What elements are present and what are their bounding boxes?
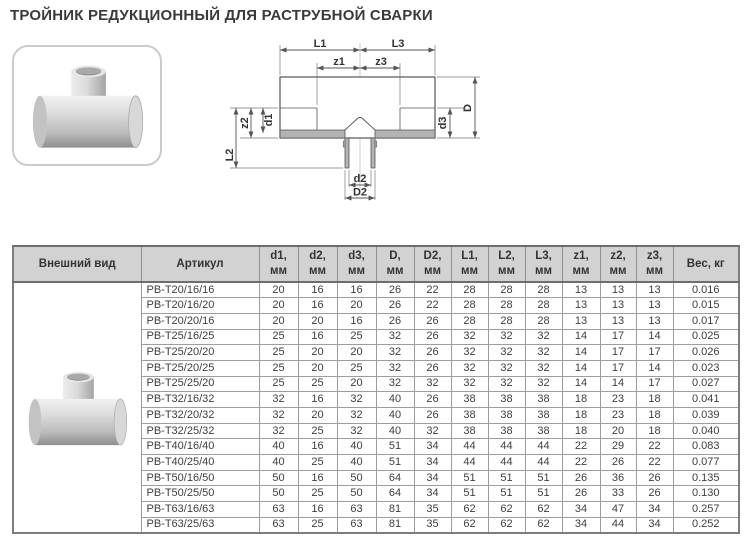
value-cell: 20 [298,313,337,329]
column-label: Вес, кг [686,257,725,270]
value-cell: 32 [488,376,525,392]
value-cell: 51 [376,439,414,455]
value-cell: 44 [525,455,562,471]
column-unit: мм [460,265,478,277]
value-cell: 13 [600,282,636,298]
value-cell: 38 [451,392,488,408]
value-cell: 50 [259,486,298,502]
value-cell: 13 [636,298,673,314]
table-header [13,246,739,282]
product-photo-3d-icon [21,362,133,454]
value-cell: 38 [525,423,562,439]
value-cell: 16 [298,329,337,345]
value-cell: 20 [600,423,636,439]
value-cell: 0.041 [673,392,739,408]
value-cell: 62 [525,502,562,518]
dim-label-z1: z1 [333,56,345,68]
value-cell: 0.257 [673,502,739,518]
value-cell: 50 [259,470,298,486]
value-cell: 0.039 [673,408,739,424]
value-cell: 32 [337,392,376,408]
value-cell: 33 [600,486,636,502]
value-cell: 17 [636,376,673,392]
value-cell: 26 [414,392,451,408]
value-cell: 14 [562,345,600,361]
value-cell: 32 [337,408,376,424]
value-cell: 26 [376,313,414,329]
value-cell: 16 [298,282,337,298]
value-cell: 26 [562,470,600,486]
column-label: z3, [646,250,663,263]
value-cell: 26 [414,408,451,424]
value-cell: 28 [451,298,488,314]
value-cell: 50 [337,470,376,486]
column-header [298,246,337,282]
column-unit: мм [609,265,627,277]
column-unit: мм [347,265,365,277]
value-cell: 34 [636,517,673,533]
dimensions-table [12,245,740,534]
value-cell: 17 [600,345,636,361]
value-cell: 32 [414,376,451,392]
value-cell: 62 [488,502,525,518]
value-cell: 0.027 [673,376,739,392]
value-cell: 40 [376,423,414,439]
value-cell: 38 [488,423,525,439]
column-unit: мм [572,265,590,277]
value-cell: 0.135 [673,470,739,486]
column-header [337,246,376,282]
value-cell: 20 [337,376,376,392]
value-cell: 32 [488,345,525,361]
article-cell: PB-T32/25/32 [141,423,259,439]
article-cell: PB-T20/16/16 [141,282,259,298]
value-cell: 22 [562,455,600,471]
value-cell: 32 [525,329,562,345]
dim-label-d1: d1 [263,113,275,127]
value-cell: 26 [562,486,600,502]
column-label: D, [389,250,401,263]
column-label: d1, [270,250,287,263]
article-cell: PB-T63/16/63 [141,502,259,518]
value-cell: 23 [600,392,636,408]
value-cell: 25 [259,360,298,376]
value-cell: 18 [562,423,600,439]
dim-label-D: D [462,104,474,112]
value-cell: 0.077 [673,455,739,471]
table-row [13,282,739,298]
value-cell: 28 [525,313,562,329]
value-cell: 22 [636,439,673,455]
value-cell: 23 [600,408,636,424]
value-cell: 81 [376,502,414,518]
value-cell: 40 [376,408,414,424]
article-cell: PB-T50/25/50 [141,486,259,502]
value-cell: 40 [337,455,376,471]
value-cell: 38 [525,392,562,408]
value-cell: 26 [636,470,673,486]
page-title: ТРОЙНИК РЕДУКЦИОННЫЙ ДЛЯ РАСТРУБНОЙ СВАРКИ [10,7,433,24]
value-cell: 20 [298,360,337,376]
column-label: Артикул [176,257,224,270]
value-cell: 62 [488,517,525,533]
value-cell: 14 [562,329,600,345]
value-cell: 14 [636,329,673,345]
value-cell: 34 [562,517,600,533]
value-cell: 28 [488,313,525,329]
value-cell: 26 [376,282,414,298]
column-label: Внешний вид [38,257,116,270]
article-cell: PB-T32/20/32 [141,408,259,424]
value-cell: 34 [414,439,451,455]
value-cell: 40 [259,439,298,455]
value-cell: 26 [414,313,451,329]
product-photo-3d-icon [24,55,150,157]
value-cell: 51 [451,470,488,486]
value-cell: 20 [259,282,298,298]
value-cell: 44 [525,439,562,455]
value-cell: 13 [562,282,600,298]
column-label: z2, [610,250,626,263]
value-cell: 0.083 [673,439,739,455]
value-cell: 13 [562,298,600,314]
value-cell: 20 [298,345,337,361]
article-cell: PB-T25/16/25 [141,329,259,345]
column-header [488,246,525,282]
value-cell: 20 [298,408,337,424]
column-label: D2, [423,250,442,263]
value-cell: 44 [451,455,488,471]
dim-label-d2: d2 [353,173,367,185]
column-label: d2, [309,250,326,263]
value-cell: 16 [337,313,376,329]
tee-dimension-diagram [222,35,486,240]
value-cell: 0.023 [673,360,739,376]
value-cell: 64 [376,486,414,502]
value-cell: 16 [298,470,337,486]
column-unit: мм [534,265,552,277]
column-unit: мм [269,265,287,277]
value-cell: 18 [562,408,600,424]
value-cell: 32 [488,360,525,376]
value-cell: 22 [414,298,451,314]
value-cell: 25 [298,517,337,533]
article-cell: PB-T40/16/40 [141,439,259,455]
value-cell: 50 [337,486,376,502]
value-cell: 44 [488,439,525,455]
column-header [600,246,636,282]
dim-label-L3: L3 [391,38,405,50]
value-cell: 16 [298,298,337,314]
article-cell: PB-T25/20/20 [141,345,259,361]
value-cell: 26 [414,329,451,345]
value-cell: 34 [414,470,451,486]
dim-label-D2: D2 [352,186,368,199]
value-cell: 34 [414,455,451,471]
value-cell: 63 [337,502,376,518]
value-cell: 29 [600,439,636,455]
column-header [414,246,451,282]
value-cell: 18 [636,423,673,439]
column-label: z1, [573,250,589,263]
value-cell: 32 [451,376,488,392]
column-header [525,246,562,282]
value-cell: 14 [562,376,600,392]
value-cell: 32 [525,360,562,376]
value-cell: 34 [562,502,600,518]
column-unit: мм [308,265,326,277]
value-cell: 20 [259,298,298,314]
value-cell: 0.130 [673,486,739,502]
value-cell: 38 [525,408,562,424]
column-unit: мм [497,265,515,277]
value-cell: 20 [337,345,376,361]
value-cell: 28 [451,313,488,329]
dim-label-d3: d3 [437,116,449,130]
product-photo-box [12,45,162,166]
article-cell: PB-T50/16/50 [141,470,259,486]
value-cell: 14 [600,376,636,392]
dim-label-L2: L2 [224,148,236,162]
value-cell: 63 [259,502,298,518]
value-cell: 17 [636,345,673,361]
value-cell: 25 [298,423,337,439]
value-cell: 34 [414,486,451,502]
value-cell: 17 [600,360,636,376]
value-cell: 25 [259,376,298,392]
value-cell: 18 [636,392,673,408]
value-cell: 44 [488,455,525,471]
column-label: L1, [461,250,478,263]
column-header [636,246,673,282]
value-cell: 32 [259,423,298,439]
value-cell: 44 [451,439,488,455]
value-cell: 47 [600,502,636,518]
column-label: d3, [348,250,365,263]
column-unit: мм [386,265,404,277]
column-header [141,246,259,282]
value-cell: 32 [376,329,414,345]
value-cell: 18 [562,392,600,408]
value-cell: 35 [414,517,451,533]
value-cell: 44 [600,517,636,533]
value-cell: 36 [600,470,636,486]
value-cell: 63 [337,517,376,533]
value-cell: 28 [525,282,562,298]
value-cell: 62 [451,517,488,533]
value-cell: 26 [600,455,636,471]
value-cell: 0.016 [673,282,739,298]
value-cell: 13 [600,298,636,314]
value-cell: 32 [259,408,298,424]
value-cell: 51 [451,486,488,502]
value-cell: 28 [488,298,525,314]
value-cell: 38 [488,408,525,424]
value-cell: 64 [376,470,414,486]
value-cell: 13 [562,313,600,329]
column-header [376,246,414,282]
value-cell: 51 [376,455,414,471]
value-cell: 38 [451,423,488,439]
value-cell: 25 [337,329,376,345]
value-cell: 0.017 [673,313,739,329]
article-cell: PB-T32/16/32 [141,392,259,408]
value-cell: 32 [525,345,562,361]
column-header [13,246,141,282]
value-cell: 40 [259,455,298,471]
value-cell: 14 [636,360,673,376]
value-cell: 16 [298,502,337,518]
value-cell: 32 [525,376,562,392]
dim-label-z3: z3 [375,56,387,68]
column-header [562,246,600,282]
value-cell: 0.026 [673,345,739,361]
value-cell: 51 [525,486,562,502]
column-unit: мм [645,265,663,277]
value-cell: 13 [636,282,673,298]
value-cell: 26 [636,486,673,502]
value-cell: 0.252 [673,517,739,533]
value-cell: 13 [600,313,636,329]
value-cell: 40 [376,392,414,408]
value-cell: 25 [298,486,337,502]
value-cell: 81 [376,517,414,533]
value-cell: 62 [525,517,562,533]
value-cell: 40 [337,439,376,455]
value-cell: 62 [451,502,488,518]
value-cell: 26 [414,360,451,376]
appearance-cell [13,282,141,533]
value-cell: 28 [451,282,488,298]
value-cell: 17 [600,329,636,345]
dim-label-z2: z2 [239,117,251,129]
value-cell: 32 [376,345,414,361]
dim-label-L1: L1 [313,38,327,50]
value-cell: 20 [337,298,376,314]
value-cell: 26 [376,298,414,314]
value-cell: 63 [259,517,298,533]
value-cell: 51 [488,486,525,502]
article-cell: PB-T25/25/20 [141,376,259,392]
article-cell: PB-T25/20/25 [141,360,259,376]
value-cell: 32 [451,360,488,376]
value-cell: 16 [337,282,376,298]
column-header [259,246,298,282]
value-cell: 38 [451,408,488,424]
value-cell: 16 [298,439,337,455]
column-label: L2, [498,250,515,263]
value-cell: 28 [525,298,562,314]
value-cell: 32 [259,392,298,408]
value-cell: 26 [414,345,451,361]
column-header [451,246,488,282]
column-label: L3, [535,250,552,263]
article-cell: PB-T63/25/63 [141,517,259,533]
value-cell: 25 [337,360,376,376]
value-cell: 51 [525,470,562,486]
value-cell: 20 [259,313,298,329]
value-cell: 22 [636,455,673,471]
article-cell: PB-T40/25/40 [141,455,259,471]
value-cell: 32 [414,423,451,439]
value-cell: 25 [259,345,298,361]
value-cell: 32 [337,423,376,439]
value-cell: 25 [298,455,337,471]
value-cell: 22 [414,282,451,298]
value-cell: 28 [488,282,525,298]
value-cell: 38 [488,392,525,408]
value-cell: 13 [636,313,673,329]
value-cell: 0.025 [673,329,739,345]
header-row [13,246,739,282]
column-header [673,246,739,282]
value-cell: 22 [562,439,600,455]
value-cell: 32 [376,360,414,376]
value-cell: 14 [562,360,600,376]
value-cell: 0.040 [673,423,739,439]
value-cell: 32 [488,329,525,345]
value-cell: 51 [488,470,525,486]
article-cell: PB-T20/16/20 [141,298,259,314]
article-cell: PB-T20/20/16 [141,313,259,329]
technical-drawing [222,35,486,240]
value-cell: 0.015 [673,298,739,314]
value-cell: 32 [451,345,488,361]
value-cell: 16 [298,392,337,408]
value-cell: 35 [414,502,451,518]
value-cell: 32 [451,329,488,345]
column-unit: мм [423,265,441,277]
value-cell: 25 [298,376,337,392]
value-cell: 32 [376,376,414,392]
value-cell: 18 [636,408,673,424]
value-cell: 34 [636,502,673,518]
value-cell: 25 [259,329,298,345]
